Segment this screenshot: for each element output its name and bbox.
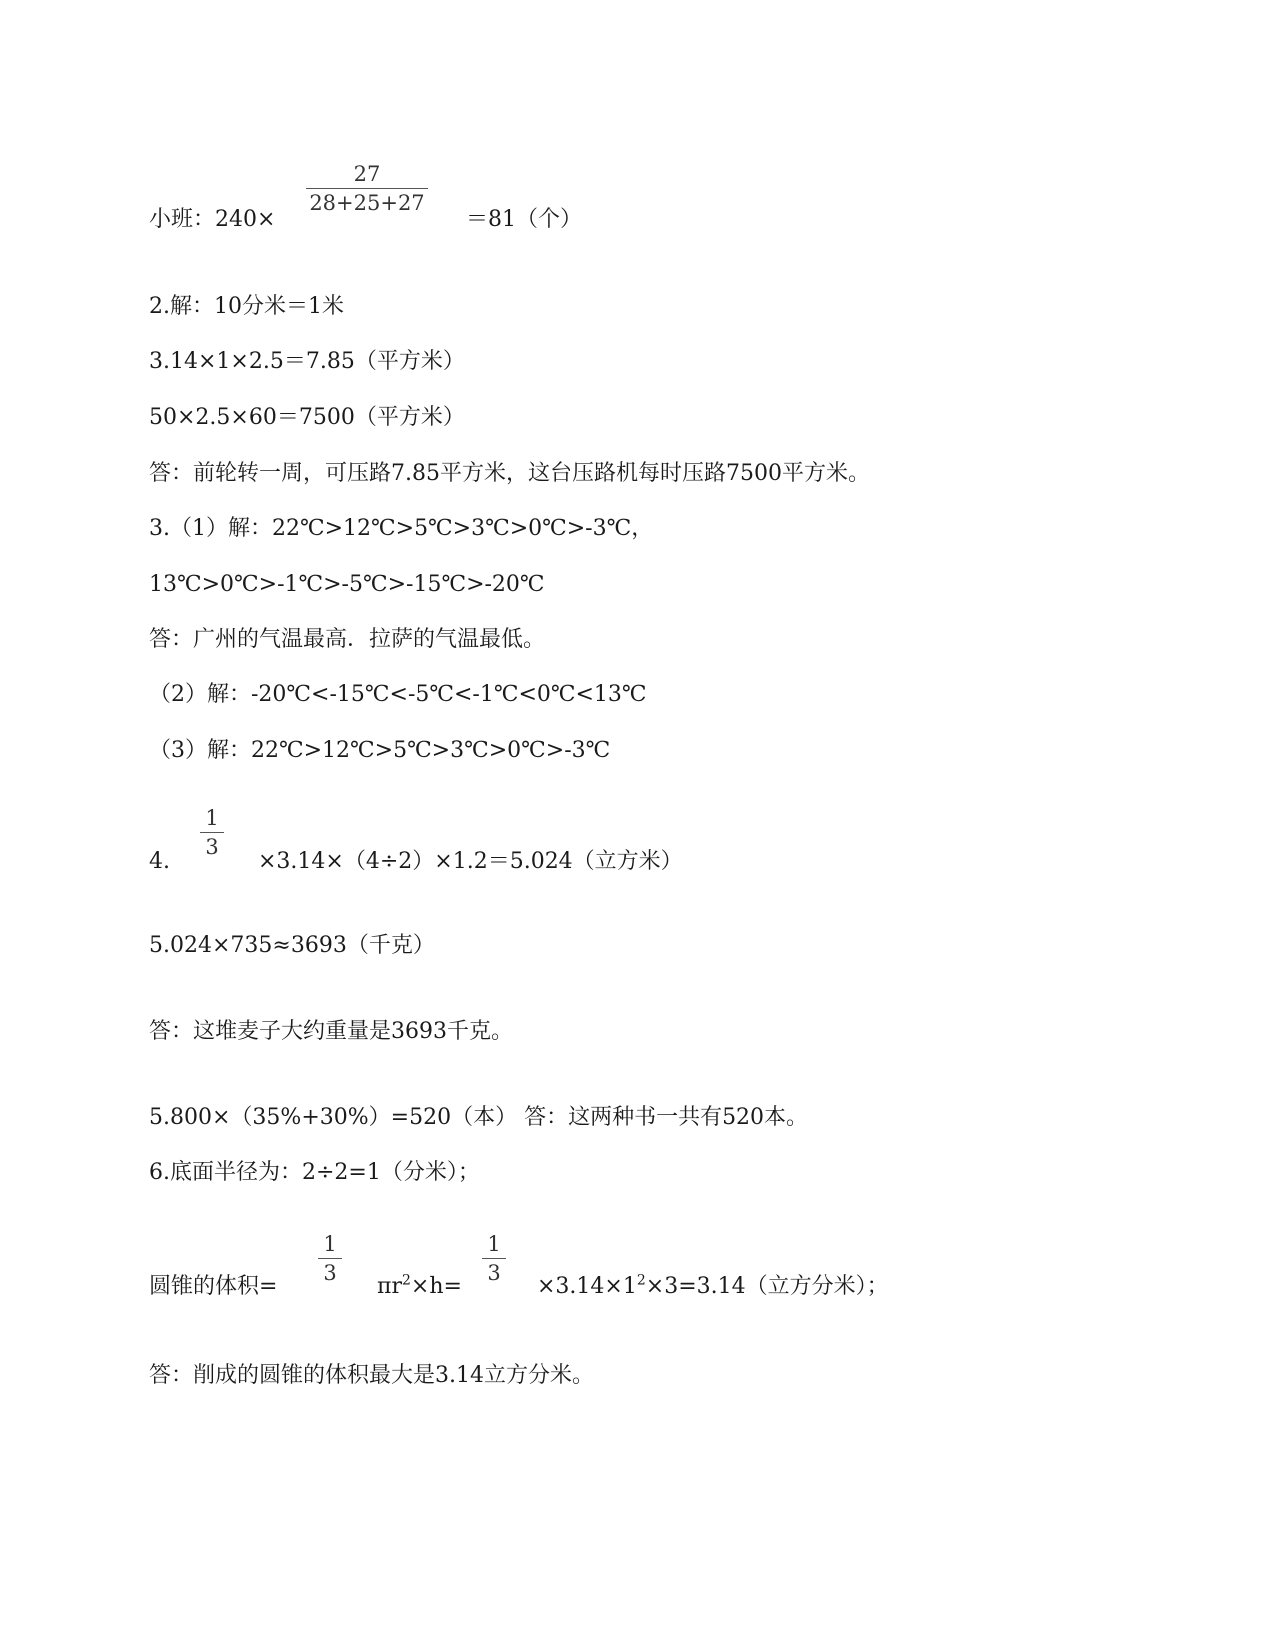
line-12: 5.024×735≈3693（千克） — [149, 933, 435, 958]
fraction-27-over-80 — [306, 162, 428, 215]
times-h: ×h= — [410, 1274, 462, 1299]
line-3: 3.14×1×2.5＝7.85（平方米） — [149, 349, 465, 374]
exponent: 2 — [636, 1272, 646, 1289]
pi-r: πr — [377, 1274, 402, 1299]
calc-part-a: ×3.14×1 — [537, 1274, 637, 1299]
line-13: 答：这堆麦子大约重量是3693千克。 — [149, 1019, 513, 1044]
line-6: 3.（1）解：22℃>12℃>5℃>3℃>0℃>-3℃， — [149, 516, 654, 541]
line-5: 答：前轮转一周，可压路7.85平方米，这台压路机每时压路7500平方米。 — [149, 461, 870, 486]
line-11-prefix: 4. — [149, 849, 170, 874]
line-1-suffix: ＝81（个） — [466, 207, 582, 232]
line-15: 6.底面半径为：2÷2=1（分米）； — [149, 1160, 480, 1185]
line-2: 2.解：10分米＝1米 — [149, 294, 344, 319]
line-16-middle — [377, 1273, 462, 1301]
fraction-numerator: 1 — [487, 1232, 501, 1256]
line-8: 答：广州的气温最高．拉萨的气温最低。 — [149, 627, 546, 652]
fraction-numerator: 1 — [205, 806, 219, 830]
fraction-denominator: 28+25+27 — [309, 191, 425, 215]
line-17: 答：削成的圆锥的体积最大是3.14立方分米。 — [149, 1363, 594, 1388]
fraction-one-third-b — [482, 1232, 506, 1285]
calc-part-b: ×3=3.14（立方分米）； — [645, 1274, 889, 1299]
fraction-denominator: 3 — [205, 835, 219, 859]
fraction-one-third-a — [318, 1232, 342, 1285]
line-16-prefix: 圆锥的体积= — [149, 1274, 278, 1299]
fraction-bar — [482, 1258, 506, 1259]
fraction-numerator: 1 — [323, 1232, 337, 1256]
line-1-prefix: 小班：240× — [149, 207, 276, 232]
line-16-suffix — [537, 1273, 889, 1301]
fraction-numerator: 27 — [353, 162, 381, 186]
fraction-one-third — [200, 806, 224, 859]
line-10: （3）解：22℃>12℃>5℃>3℃>0℃>-3℃ — [149, 738, 611, 763]
exponent: 2 — [401, 1272, 411, 1289]
fraction-denominator: 3 — [323, 1261, 337, 1285]
line-7: 13℃>0℃>-1℃>-5℃>-15℃>-20℃ — [149, 572, 545, 597]
fraction-denominator: 3 — [487, 1261, 501, 1285]
line-9: （2）解：-20℃<-15℃<-5℃<-1℃<0℃<13℃ — [149, 682, 647, 707]
fraction-bar — [306, 188, 428, 189]
line-11-suffix: ×3.14×（4÷2）×1.2＝5.024（立方米） — [258, 849, 683, 874]
line-14: 5.800×（35%+30%）=520（本） 答：这两种书一共有520本。 — [149, 1105, 809, 1130]
fraction-bar — [318, 1258, 342, 1259]
line-4: 50×2.5×60＝7500（平方米） — [149, 405, 465, 430]
fraction-bar — [200, 832, 224, 833]
